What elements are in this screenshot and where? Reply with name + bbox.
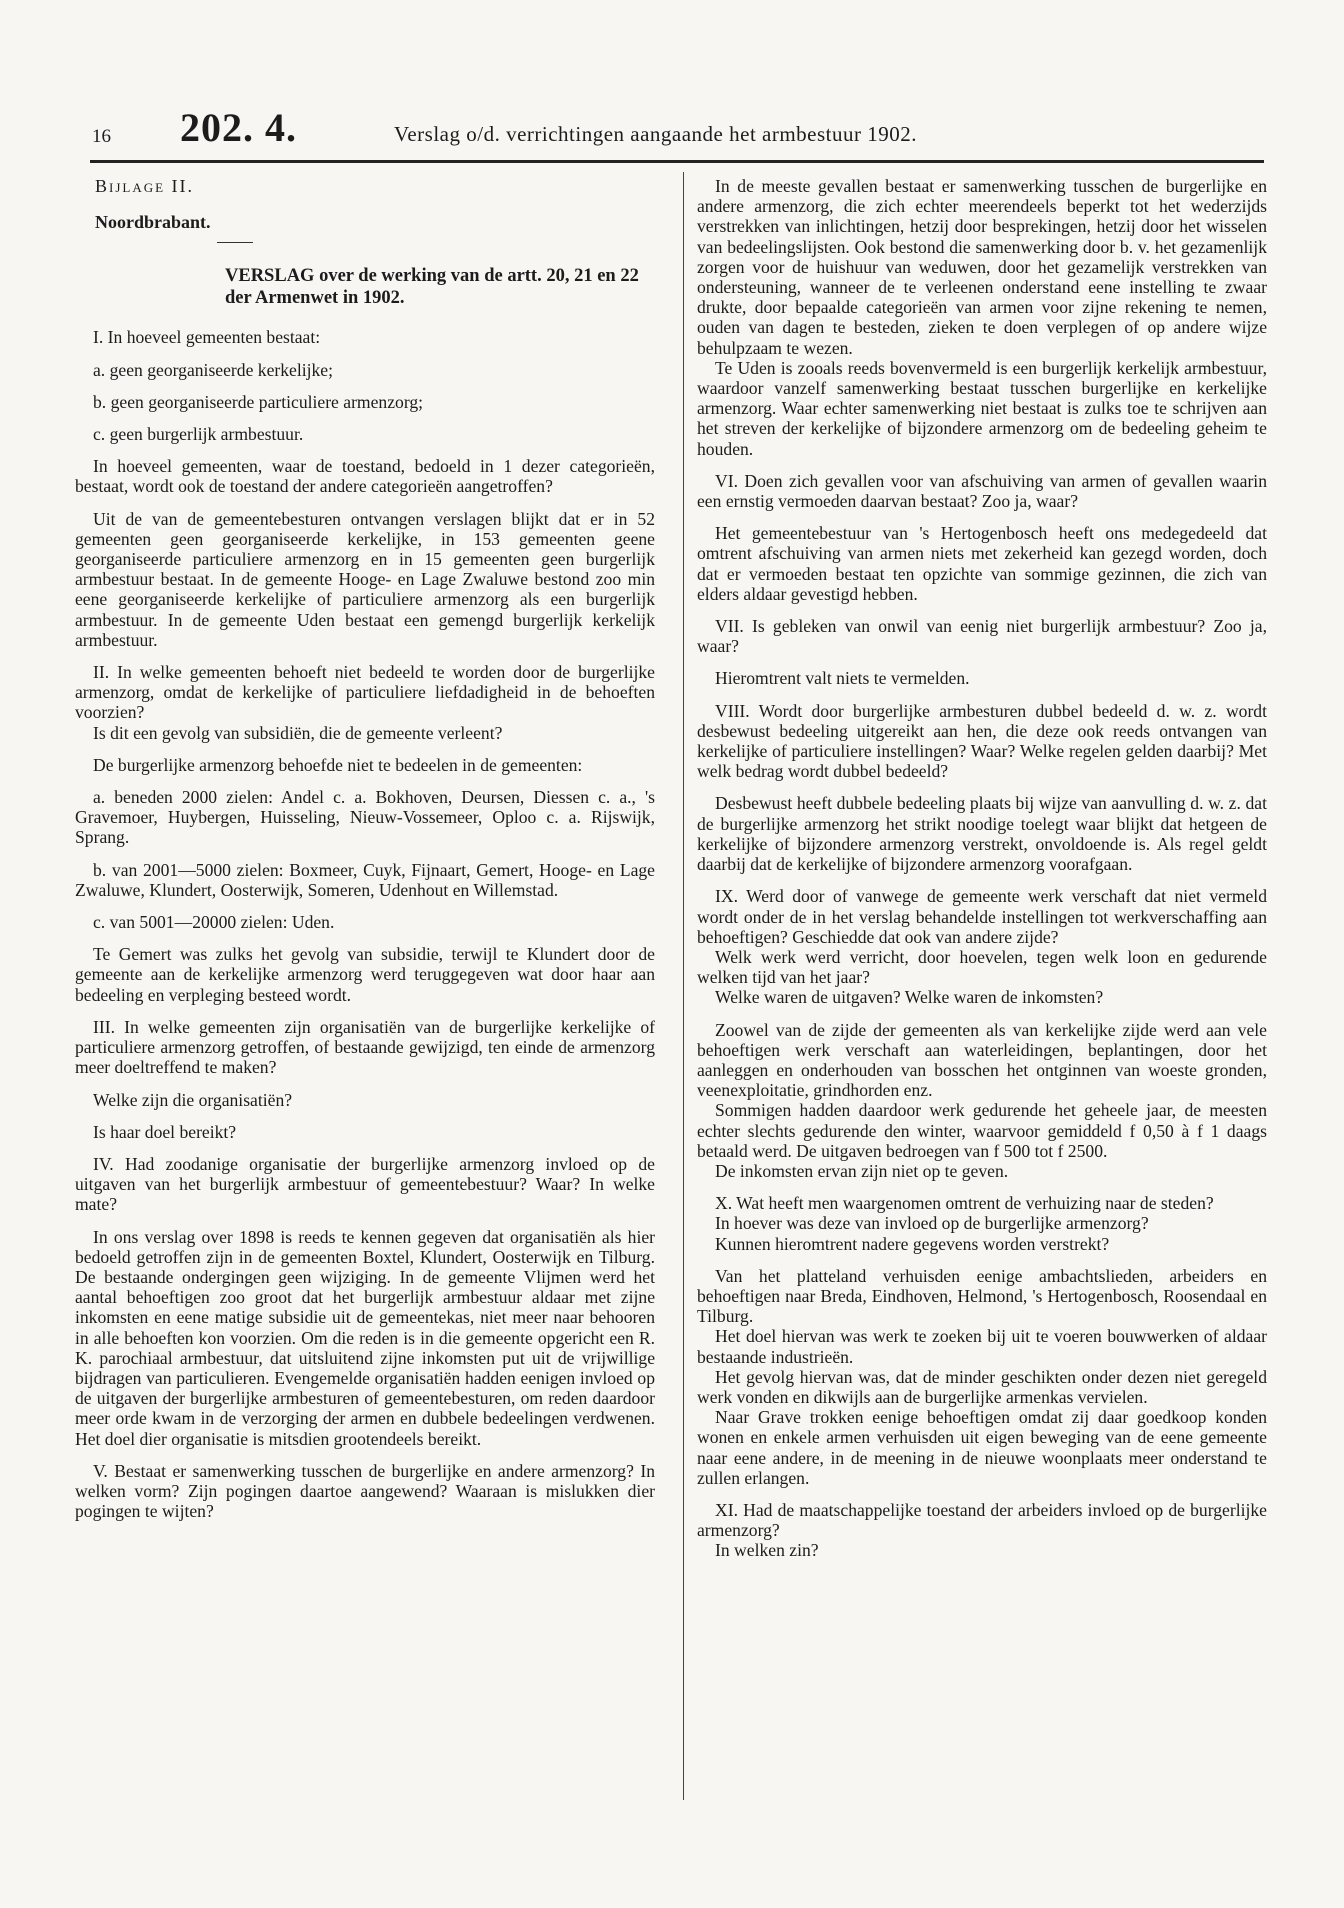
answer-ix-b: Sommigen hadden daardoor werk gedurende het geheele jaar, de meesten echter slechts gedurende den winter, waarvoor gemiddeld f 0,50 à f 1 daags betaald werd. De uitgaven bedroegen van f 500 tot f 2500. (697, 1100, 1267, 1161)
left-column (75, 176, 655, 1533)
page-number: 16 (92, 126, 111, 147)
question-ix-c: Welke waren de uitgaven? Welke waren de inkomsten? (715, 987, 1104, 1008)
running-head: Verslag o/d. verrichtingen aangaande het armbestuur 1902. (394, 122, 917, 146)
answer-vii: Hieromtrent valt niets te vermelden. (715, 668, 970, 689)
question-vii: VII. Is gebleken van onwil van eenig niet burgerlijk armbestuur? Zoo ja, waar? (697, 616, 1267, 657)
question-ix-b: Welk werk werd verricht, door hoevelen, tegen welk loon en gedurende welken tijd van het jaar? (697, 946, 1267, 988)
answer-x-b: Het doel hiervan was werk te zoeken bij uit te voeren bouwwerken of aldaar bestaande industrieën. (697, 1326, 1267, 1367)
question-vi: VI. Doen zich gevallen voor van afschuiving van armen of gevallen waarin een ernstig vermoeden daarvan bestaat? Zoo ja, waar? (697, 470, 1267, 512)
answer-v: In de meeste gevallen bestaat er samenwerking tusschen de burgerlijke en andere armenzorg, die zich echter meerendeels beperkt tot het wederzijds verstrekken van inlichtingen, hetzij door besprekingen, hetzij door het wisselen van bedeelingslijsten. Ook bestond die samenwerking door b. v. het gezamenlijk zorgen voor de huishuur van weduwen, door het gezamelijk verstrekken van ondersteuning, wanneer de te verleenen onderstand eene instelling te zwaar drukte, door bepaalde categorieën van armen voor zijne rekening te nemen, ouden van dagen te besteden, zieken te doen verplegen of op andere wijze behulpzaam te wezen. (697, 176, 1267, 358)
answer-ii-d: Te Gemert was zulks het gevolg van subsidie, terwijl te Klundert door de gemeente aan de kerkelijke armenzorg werd teruggegeven wat door haar aan bedeeling en verpleging besteed wordt. (75, 944, 655, 1005)
answer-x: Van het platteland verhuisden eenige ambachtslieden, arbeiders en behoeftigen naar Breda, Eindhoven, Helmond, 's Hertogenbosch, Roosendaal en Tilburg. (697, 1265, 1267, 1327)
question-viii: VIII. Wordt door burgerlijke armbesturen dubbel bedeeld d. w. z. wordt desbewust bedeeling uitgereikt aan hen, die deze ook reeds ontvangen van kerkelijke of particuliere instellingen? Waar? Welke regelen gelden daarbij? Met welk bedrag wordt dubbel bedeeld? (697, 700, 1267, 782)
question-i: I. In hoeveel gemeenten bestaat: (93, 327, 321, 348)
question-ii: II. In welke gemeenten behoeft niet bedeeld te worden door de burgerlijke armenzorg, omdat de kerkelijke of particuliere liefdadigheid in de behoeften voorzien? (75, 662, 655, 723)
answer-x-c: Het gevolg hiervan was, dat de minder geschikten onder dezen niet geregeld werk vonden en dikwijls aan de burgerlijke armenkas vervielen. (697, 1366, 1267, 1407)
answer-viii: Desbewust heeft dubbele bedeeling plaats bij wijze van aanvulling d. w. z. dat de burgerlijke armenzorg het strikt noodige toelegt waar blijkt dat hetgeen de kerkelijke of bijzondere armenzorg verstrekt, onvoldoende is. Als regel geldt daarbij dat de kerkelijke of bijzondere armenzorg voorafgaan. (697, 793, 1267, 875)
report-title: VERSLAG over de werking van de artt. 20, 21 en 22 der Armenwet in 1902. (225, 266, 639, 309)
right-column (697, 176, 1267, 1573)
document-number: 202. 4. (180, 105, 297, 150)
question-i-c: c. geen burgerlijk armbestuur. (93, 424, 304, 445)
question-i-b: b. geen georganiseerde particuliere armenzorg; (93, 391, 424, 412)
answer-ix: Zoowel van de zijde der gemeenten als van kerkelijke zijde werd aan vele behoeftigen werk verschaft aan waterleidingen, beplantingen, door het aanleggen en onderhouden van bosschen het ontginnen van woeste gronden, veenexploitatie, grindhorden enz. (697, 1019, 1267, 1101)
answer-i: Uit de van de gemeentebesturen ontvangen verslagen blijkt dat er in 52 gemeenten geen georganiseerde kerkelijke, in 153 gemeenten geene georganiseerde particuliere armenzorg en in 15 gemeenten geen burgerlijk armbestuur bestaat. In de gemeente Hooge- en Lage Zwaluwe bestond zoo min eene georganiseerde kerkelijke of particuliere armenzorg als een burgerlijk armbestuur. In de gemeente Uden bestaat een gemengd burgerlijk kerkelijk armbestuur. (75, 508, 655, 650)
answer-iv: In ons verslag over 1898 is reeds te kennen gegeven dat organisatiën als hier bedoeld getroffen zijn in de gemeenten Boxtel, Klundert, Oosterwijk en Tilburg. De bestaande ondergingen geen wijziging. In de gemeente Vlijmen werd het aantal behoeftigen zoo groot dat het burgerlijk armbestuur aldaar met zijne inkomsten en eene matige subsidie uit de gemeentekas, niet meer naar behooren in alle behoeften kon voorzien. Om die reden is in die gemeente opgericht een R. K. parochiaal armbestuur, dat uitsluitend zijne inkomsten put uit de vrijwillige bijdragen van particulieren. Evengemelde organisatiën hadden eenigen invloed op de uitgaven der burgerlijke armbesturen of gemeentebesturen, om reden daardoor meer orde kwam in de verzorging der armen en dubbele bedeelingen verdwenen. Het doel dier organisatie is mitsdien grootendeels bereikt. (75, 1226, 655, 1449)
short-rule (217, 242, 253, 243)
question-iv: IV. Had zoodanige organisatie der burgerlijke armenzorg invloed op de uitgaven van het burgerlijk armbestuur of gemeentebestuur? Waar? In welke mate? (75, 1153, 655, 1215)
answer-ii: De burgerlijke armenzorg behoefde niet te bedeelen in de gemeenten: (93, 754, 583, 775)
question-i-d: In hoeveel gemeenten, waar de toestand, bedoeld in 1 dezer categorieën, bestaat, wordt ook de toestand der andere categorieën aangetroffen? (75, 456, 655, 497)
question-ix: IX. Werd door of vanwege de gemeente werk verschaft dat niet vermeld wordt onder de in het verslag behandelde instellingen tot werkverschaffing aan behoeftigen? Geschiedde dat ook van andere zijde? (697, 886, 1267, 947)
question-x: X. Wat heeft men waargenomen omtrent de verhuizing naar de steden? (715, 1193, 1214, 1214)
answer-ii-c: c. van 5001—20000 zielen: Uden. (93, 912, 335, 933)
answer-vi: Het gemeentebestuur van 's Hertogenbosch heeft ons medegedeeld dat omtrent afschuiving van armen niets met zekerheid kan gezegd worden, doch dat er vermoeden bestaat ten opzichte van sommige gezinnen, die zich van elders aldaar gevestigd hebben. (697, 523, 1267, 604)
question-x-b: In hoever was deze van invloed op de burgerlijke armenzorg? (715, 1213, 1149, 1234)
answer-ix-c: De inkomsten ervan zijn niet op te geven. (715, 1160, 1009, 1181)
column-divider (683, 172, 684, 1800)
question-v: V. Bestaat er samenwerking tusschen de burgerlijke en andere armenzorg? In welken vorm? Zijn pogingen daartoe aangewend? Waaraan is mislukken dier pogingen te wijten? (75, 1460, 655, 1522)
question-iii-b: Welke zijn die organisatiën? (93, 1089, 293, 1110)
answer-x-d: Naar Grave trokken eenige behoeftigen omdat zij daar goedkoop konden wonen en enkele armen verhuisden uit eigen beweging van de eene gemeente naar eene andere, in de meening in de nieuwe woonplaats meer onderstand te zullen erlangen. (697, 1407, 1267, 1488)
question-iii: III. In welke gemeenten zijn organisatiën van de burgerlijke kerkelijke of particuliere armenzorg getroffen, of bestaande gewijzigd, ten einde de armenzorg meer doeltreffend te maken? (75, 1016, 655, 1078)
province-heading: Noordbrabant. (95, 212, 211, 233)
answer-v-b: Te Uden is zooals reeds bovenvermeld is een burgerlijk kerkelijk armbestuur, waardoor vanzelf samenwerking bestaat tusschen burgerlijke en kerkelijke armenzorg. Waar echter samenwerking niet bestaat is zulks toe te schrijven aan het streven der kerkelijke of bijzondere armenzorg om de bedeeling geheim te houden. (697, 357, 1267, 459)
question-xi: XI. Had de maatschappelijke toestand der arbeiders invloed op de burgerlijke armenzorg? (697, 1499, 1267, 1541)
question-iii-c: Is haar doel bereikt? (93, 1121, 237, 1142)
question-i-a: a. geen georganiseerde kerkelijke; (93, 359, 334, 380)
question-xi-b: In welken zin? (715, 1540, 819, 1561)
answer-ii-b: b. van 2001—5000 zielen: Boxmeer, Cuyk, Fijnaart, Gemert, Hooge- en Lage Zwaluwe, Klundert, Oosterwijk, Someren, Udenhout en Willemstad. (75, 859, 655, 900)
header-rule (90, 160, 1264, 163)
question-x-c: Kunnen hieromtrent nadere gegevens worden verstrekt? (715, 1233, 1110, 1254)
page-header (92, 104, 1262, 156)
appendix-label: Bijlage II. (95, 176, 195, 196)
answer-ii-a: a. beneden 2000 zielen: Andel c. a. Bokhoven, Deursen, Diessen c. a., 's Gravemoer, Huybergen, Huisseling, Nieuw-Vossemeer, Oploo c. a. Rijswijk, Sprang. (75, 787, 655, 848)
question-ii-b: Is dit een gevolg van subsidiën, die de gemeente verleent? (93, 722, 503, 743)
